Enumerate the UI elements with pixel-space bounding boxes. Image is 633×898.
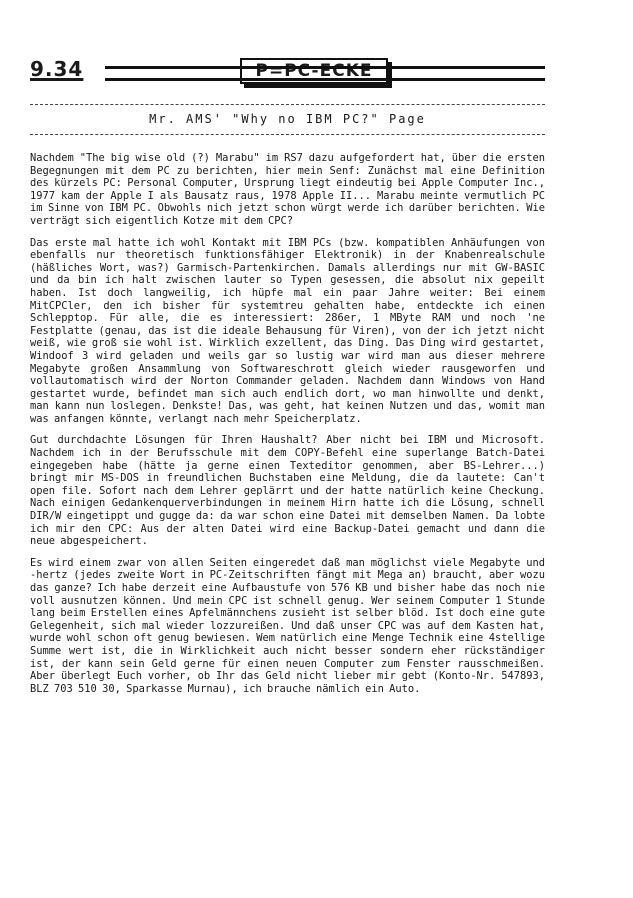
section-title: P=PC-ECKE — [240, 58, 388, 84]
article-body — [30, 152, 545, 704]
paragraph: Es wird einem zwar von allen Seiten eingeredet daß man möglichst viele Megabyte und -hertz (jedes zweite Wort in PC-Zeitschriften fängt mit Mega an) braucht, aber wozu das ganze? Ich habe derzeit eine Aufbaustufe von 576 KB und bisher habe das noch nie voll ausnutzen können. Und mein CPC ist schnell genug. Wer seinem Computer 1 Stunde lang beim Erstellen eines Apfelmännchens zusieht ist selber blöd. Ist doch eine gute Gelegenheit, sich mal wieder lozzureißen. Und daß unser CPC was auf dem Kasten hat, wurde wohl schon oft genug bewiesen. Wem natürlich eine Menge Technik eine 4stellige Summe wert ist, die in Wirklichkeit auch nicht besser sondern eher rückständiger ist, der kann sein Geld gerne für einen neuen Computer zum Fenster rausschmeißen. Aber überlegt Euch vorher, ob Ihr das Geld nicht lieber mir gebt (Konto-Nr. 547893, BLZ 703 510 30, Sparkasse Murnau), ich brauche nämlich ein Auto. — [30, 556, 545, 695]
header-rule-top — [105, 66, 545, 69]
paragraph: Nachdem "The big wise old (?) Marabu" im RS7 dazu aufgefordert hat, über die ersten Begegnungen mit dem PC zu berichten, hier mein Senf: Zunächst mal eine Definition des kürzels PC: Personal Computer, Ursprung liegt eindeutig bei Apple Computer Inc., 1977 kam der Apple I als Bausatz raus, 1978 Apple II... Marabu meinte vermutlich PC im Sinne von IBM PC. Obwohls nich jetzt schon würgt werde ich darüber berichten. Wie verträgt sich eigentlich Kotze mit dem CPC? — [30, 152, 545, 227]
title-rule-bottom — [30, 134, 545, 135]
paragraph: Das erste mal hatte ich wohl Kontakt mit IBM PCs (bzw. kompatiblen Anhäufungen von ebenfalls nur theoretisch funktionsfähiger Elektronik) in der Knabenrealschule (häßliches Wort, was?) Garmisch-Partenkirchen. Damals allerdings nur mit GW-BASIC und da bin ich halt zwischen lauter so Typen gesessen, die absolut nix gepeilt haben. Ist doch langweilig, ich hüpfe mal ein paar Jahre weiter: Bei einem MitCPCler, den ich bisher für systemtreu gehalten habe, entdeckte ich einen Schlepptop. Für alle, die es interessiert: 286er, 1 MByte RAM und noch 'ne Festplatte (genau, das ist die ideale Behausung für Viren), von der ich jetzt nicht weiß, wie groß sie wohl ist. Wirklich exzellent, das Ding. Das Ding wird gestartet, Windoof 3 wird geladen und weils gar so lustig war wird man aus dieser mehrere Megabyte großen Ansammlung von Softwareschrott gleich wieder rausgeworfen und vollautomatisch wird der Norton Commander geladen. Nachdem dann Windows von Hand gestartet wurde, befindet man sich auch endlich dort, wo man hinwollte und denkt, man kann nun loslegen. Denkste! Das, was geht, hat keinen Nutzen und das, womit man was anfangen könnte, verlangt nach mehr Speicherplatz. — [30, 236, 545, 425]
page-number: 9.34 — [30, 57, 84, 81]
title-rule-top — [30, 104, 545, 105]
page-header — [30, 56, 570, 88]
header-rule-bottom — [105, 78, 545, 81]
paragraph: Gut durchdachte Lösungen für Ihren Haushalt? Aber nicht bei IBM und Microsoft. Nachdem ich in der Berufsschule mit dem COPY-Befehl eine superlange Batch-Datei eingegeben habe (hätte ja gerne einen Texteditor genommen, aber BS-Lehrer...) bringt mir MS-DOS in freundlichen Buchstaben eine Meldung, die da lautete: Can't open file. Sofort nach dem Lehrer geplärrt und der hatte natürlich keine Checkung. Nach einigen Gedankenquerverbindungen in meinem Hirn hatte ich die Lösung, schnell DIR/W eingetippt und gugge da: da war schon eine Datei mit demselben Namen. Da lobte ich mir den CPC: Aus der alten Datei wird eine Backup-Datei gemacht und dann die neue abgespeichert. — [30, 434, 545, 548]
article-title: Mr. AMS' "Why no IBM PC?" Page — [149, 112, 426, 126]
